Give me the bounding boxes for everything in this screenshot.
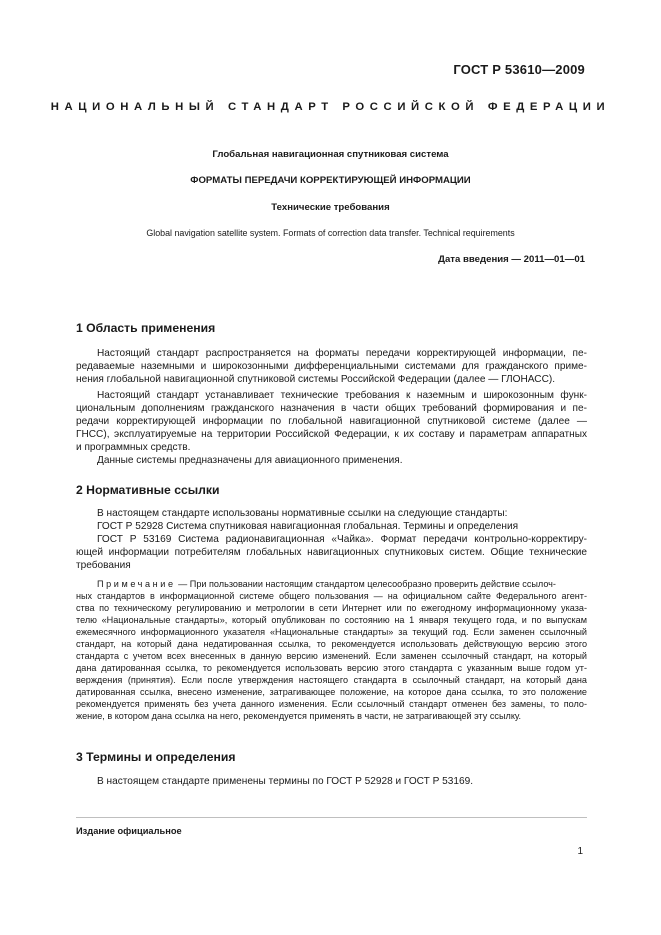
text-line: В настоящем стандарте применены термины по ГОСТ Р 52928 и ГОСТ Р 53169. <box>97 776 474 787</box>
gost-number: ГОСТ Р 53610—2009 <box>453 62 585 77</box>
section-1-paragraph-3 <box>76 454 587 467</box>
text-line: ГОСТ Р 53169 Система радионавигационная «Чайка». Формат передачи контрольно-корректиру- <box>97 534 587 545</box>
text-line: ющей информации потребителям глобальных навигационных спутниковых систем. Общие технические <box>76 547 587 558</box>
text-line: ежемесячного информационного указателя «Национальные стандарты» за текущий год. Если заменен ссылочный <box>76 627 587 637</box>
text-line: редаваемые наземными и широкозонными дифференциальными системами для гражданского приме- <box>76 361 587 372</box>
introduction-date: Дата введения — 2011—01—01 <box>438 254 585 265</box>
section-1-heading: 1 Область применения <box>76 321 216 335</box>
text-line: В настоящем стандарте использованы нормативные ссылки на следующие стандарты: <box>97 508 508 519</box>
section-2-reference-2 <box>76 533 587 572</box>
text-line: нения глобальной навигационной спутниковой системы Российской Федерации (далее — ГЛОНАСС). <box>76 374 556 385</box>
page-number: 1 <box>577 846 583 857</box>
text-line: циональным дополнениям гражданского назначения в части общих требований формирования и пе- <box>76 403 587 414</box>
footer-divider <box>76 817 587 818</box>
text-line: датированная ссылка, внесено изменение, затрагивающее положение, на которое дана ссылка, то это положение <box>76 687 587 697</box>
text-line: рекомендуется применять без учета данного изменения. Если ссылочный стандарт отменен без замены, то поло- <box>76 699 587 709</box>
text-line: верждения (принятия). Если после утверждения настоящего стандарта в ссылочный стандарт, на который дана <box>76 675 587 685</box>
note-label: Примечание <box>97 579 176 589</box>
edition-label: Издание официальное <box>76 826 182 836</box>
title-system: Глобальная навигационная спутниковая система <box>212 149 449 160</box>
text-line: ства по техническому регулированию и метрологии в сети Интернет или по ежегодному информационному указа- <box>76 603 587 613</box>
section-2-intro <box>76 507 587 520</box>
section-2-note <box>76 578 587 722</box>
section-3-paragraph-1 <box>76 775 587 788</box>
text-line: телю «Национальные стандарты», который опубликован по состоянию на 1 января текущего года, и по выпускам <box>76 615 587 625</box>
note-first-line <box>76 578 587 590</box>
text-line: редачи корректирующей информации по глобальной навигационной спутниковой системе (далее — <box>76 416 587 427</box>
text-line: ГОСТ Р 52928 Система спутниковая навигационная глобальная. Термины и определения <box>97 521 519 532</box>
national-standard-banner: НАЦИОНАЛЬНЫЙ СТАНДАРТ РОССИЙСКОЙ ФЕДЕРАЦИИ <box>50 101 611 113</box>
section-1-paragraph-1 <box>76 347 587 386</box>
text-line: Настоящий стандарт устанавливает технические требования к наземным и широкозонным функ- <box>97 390 587 401</box>
text-line <box>76 347 587 360</box>
text-line: Данные системы предназначены для авиационного применения. <box>97 455 403 466</box>
section-1-paragraph-2 <box>76 389 587 454</box>
text-line: стандарта с учетом всех внесенных в данную версию изменений. Если заменен ссылочный стандарт, на который <box>76 651 587 661</box>
text-line: стандарт, на который дана недатированная ссылка, то рекомендуется использовать действующую версию этого <box>76 639 587 649</box>
section-2-heading: 2 Нормативные ссылки <box>76 483 220 497</box>
text-line: требования <box>76 560 131 571</box>
title-subtitle: Технические требования <box>271 202 390 213</box>
text-line: и программных средств. <box>76 442 191 453</box>
section-2-reference-1 <box>76 520 587 533</box>
text-line: ГНСС), эксплуатируемые на территории Российской Федерации, к их составу и параметрам аппаратных <box>76 429 587 440</box>
section-3-heading: 3 Термины и определения <box>76 750 236 764</box>
text-line: жение, в котором дана ссылка на него, рекомендуется применять в части, не затрагивающей эту ссылку. <box>76 711 522 721</box>
text-line: ных стандартов в информационной системе общего пользования — на официальном сайте Федерального агент- <box>76 591 587 601</box>
title-main: ФОРМАТЫ ПЕРЕДАЧИ КОРРЕКТИРУЮЩЕЙ ИНФОРМАЦИИ <box>190 175 471 186</box>
text-span: Настоящий стандарт распространяется на форматы передачи корректирующей информации, пе- <box>97 348 587 359</box>
title-english: Global navigation satellite system. Formats of correction data transfer. Technical requirements <box>146 228 515 238</box>
text-line: дана датированная ссылка, то рекомендуется использовать версию этого стандарта с указанным выше годом ут- <box>76 663 587 673</box>
note-first-text: — При пользовании настоящим стандартом целесообразно проверить действие ссылоч- <box>175 579 556 589</box>
